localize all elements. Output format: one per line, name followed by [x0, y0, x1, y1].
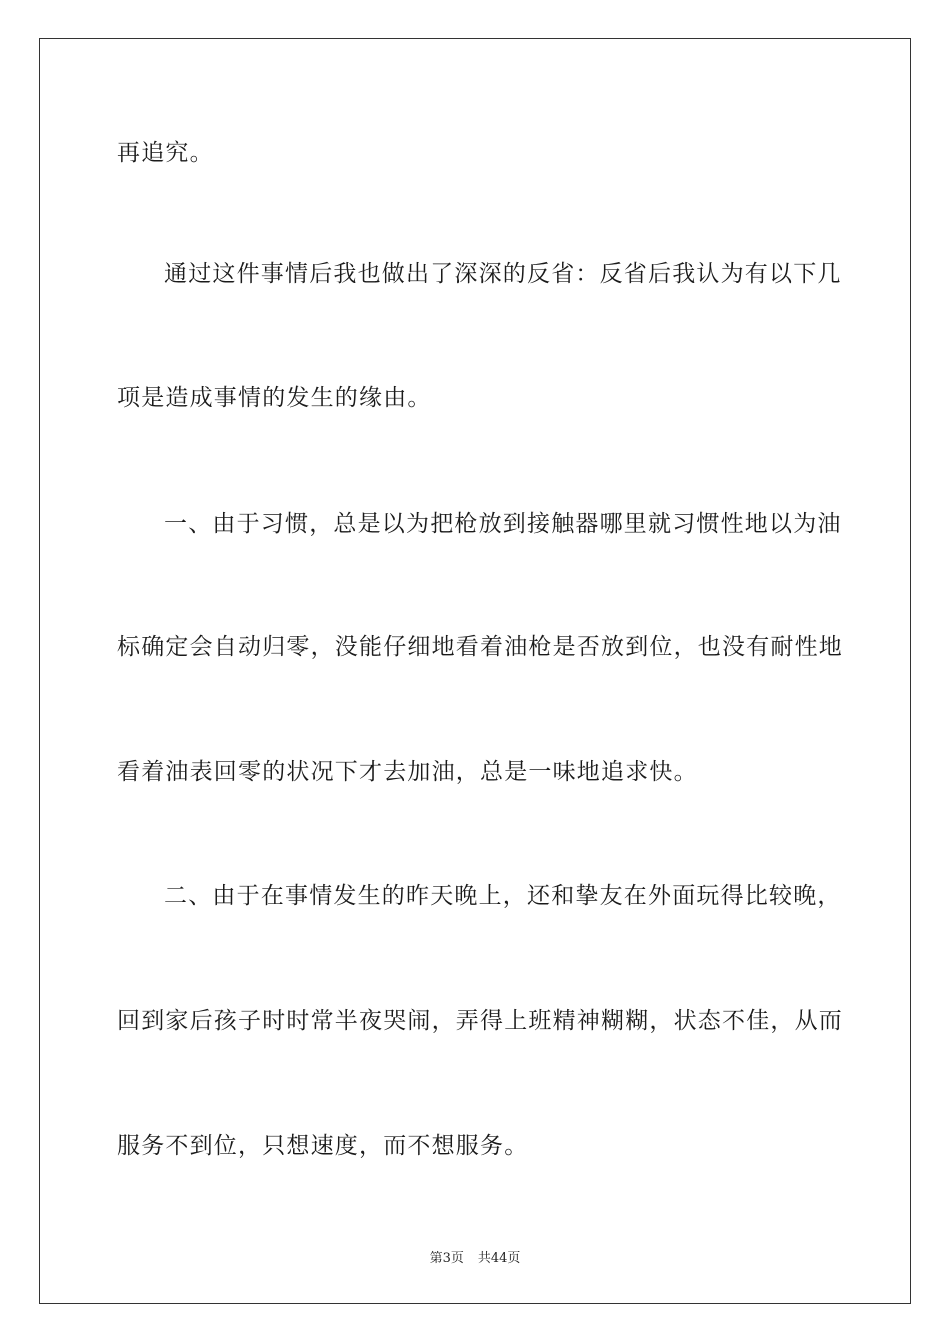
- text-line-7: 二、由于在事情发生的昨天晚上，还和挚友在外面玩得比较晚，: [164, 883, 842, 909]
- page-footer: [0, 1247, 950, 1266]
- page-number: 第3页: [429, 1251, 464, 1266]
- text-line-8: 回到家后孩子时时常半夜哭闹，弄得上班精神糊糊，状态不佳，从而: [117, 1008, 843, 1034]
- page-border: [39, 38, 911, 1304]
- text-line-9: 服务不到位，只想速度，而不想服务。: [117, 1133, 529, 1159]
- text-line-3: 项是造成事情的发生的缘由。: [117, 385, 432, 411]
- text-line-5: 标确定会自动归零，没能仔细地看着油枪是否放到位，也没有耐性地: [117, 634, 843, 660]
- text-line-2: 通过这件事情后我也做出了深深的反省：反省后我认为有以下几: [164, 261, 842, 287]
- text-line-4: 一、由于习惯，总是以为把枪放到接触器哪里就习惯性地以为油: [164, 511, 842, 537]
- text-line-6: 看着油表回零的状况下才去加油，总是一味地追求快。: [117, 759, 698, 785]
- text-line-1: 再追究。: [117, 140, 214, 166]
- page-total: 共44页: [477, 1251, 521, 1266]
